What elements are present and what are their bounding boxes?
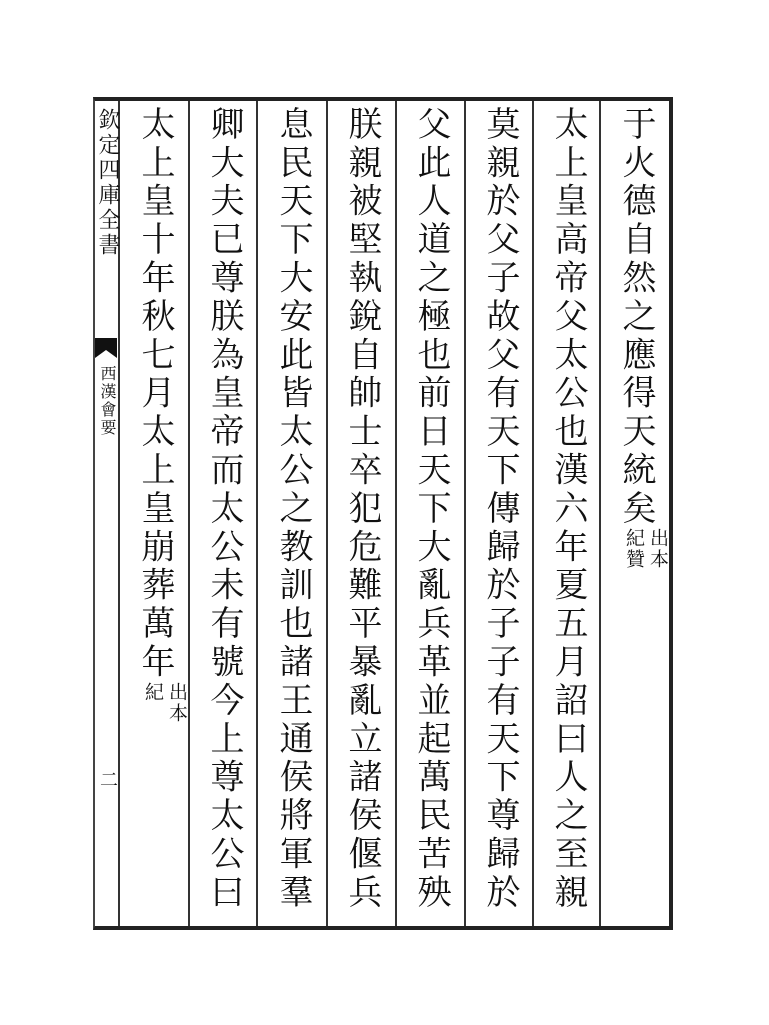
margin-book-title: 西漢會要 [98, 365, 117, 437]
text-column-5: 朕親被堅執銳自帥士卒犯危難平暴亂立諸侯偃兵 [342, 106, 382, 913]
column-divider [326, 101, 328, 926]
column-text: 太上皇十年秋七月太上皇崩葬萬年 [135, 106, 175, 682]
text-column-6: 息民天下大安此皆太公之教訓也諸王通侯將軍羣 [273, 106, 313, 913]
column-text: 于火德自然之應得天統矣 [616, 106, 656, 529]
note-line-right: 出本 [166, 682, 188, 724]
text-column-1 [603, 106, 669, 921]
column-divider [395, 101, 397, 926]
margin-collection-title: 欽定四庫全書 [95, 108, 120, 258]
column-divider [188, 101, 190, 926]
column-divider [464, 101, 466, 926]
note-line-right: 出本 [647, 528, 669, 571]
text-column-7: 卿大夫已尊朕為皇帝而太公未有號今上尊太公曰 [204, 106, 244, 913]
note-line-left: 紀 [142, 682, 164, 703]
text-column-8 [122, 106, 188, 921]
note-line-left: 紀贊 [623, 528, 645, 571]
source-note [623, 528, 669, 612]
page-number: 二 [97, 770, 118, 788]
source-note [142, 682, 188, 766]
text-column-2: 太上皇高帝父太公也漢六年夏五月詔曰人之至親 [548, 106, 588, 913]
text-column-3: 莫親於父子故父有天下傳歸於子子有天下尊歸於 [480, 106, 520, 913]
text-column-4: 父此人道之極也前日天下大亂兵革並起萬民苦殃 [411, 106, 451, 913]
